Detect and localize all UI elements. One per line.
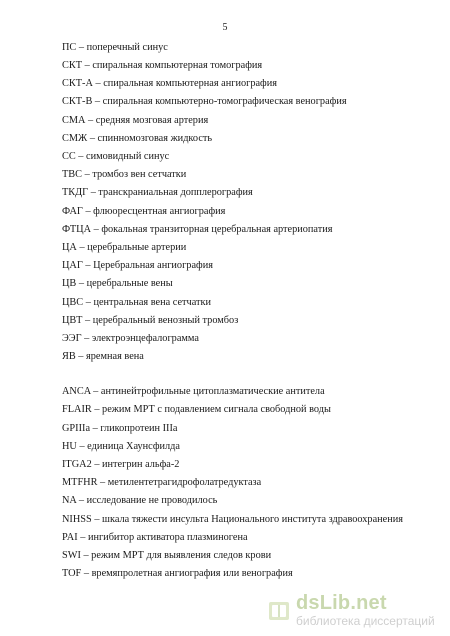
book-icon <box>266 598 292 624</box>
abbreviation-item: PAI – ингибитор активатора плазминогена <box>62 532 248 543</box>
watermark[interactable] <box>266 592 436 632</box>
abbreviation-item: ЭЭГ – электроэнцефалограмма <box>62 333 199 344</box>
abbreviation-item: СМЖ – спинномозговая жидкость <box>62 133 213 144</box>
abbreviation-item: GPIIIa – гликопротеин IIIa <box>62 423 178 434</box>
abbreviation-item: ТВС – тромбоз вен сетчатки <box>62 169 187 180</box>
page-number: 5 <box>222 22 228 33</box>
abbreviation-item: ЦВС – центральная вена сетчатки <box>62 297 212 308</box>
abbreviation-item: ПС – поперечный синус <box>62 42 168 53</box>
watermark-subtitle: библиотека диссертаций <box>296 614 435 628</box>
abbreviation-item: SWI – режим МРТ для выявления следов крови <box>62 550 272 561</box>
abbreviation-item: HU – единица Хаунсфилда <box>62 441 180 452</box>
abbreviation-item: ФАГ – флюоресцентная ангиография <box>62 206 226 217</box>
abbreviation-item: СКТ-В – спиральная компьютерно-томографическая венография <box>62 96 347 107</box>
watermark-brand: dsLib.net <box>296 592 387 614</box>
abbreviation-item: TOF – времяпролетная ангиография или венография <box>62 568 293 579</box>
abbreviation-item: NA – исследование не проводилось <box>62 495 218 506</box>
abbreviation-item: NIHSS – шкала тяжести инсульта Национального института здравоохранения <box>62 514 403 525</box>
abbreviation-item: ЦА – церебральные артерии <box>62 242 187 253</box>
abbreviation-item: ANCA – антинейтрофильные цитоплазматические антитела <box>62 386 325 397</box>
abbreviation-item: ЦВТ – церебральный венозный тромбоз <box>62 315 239 326</box>
abbreviation-item: СКТ-А – спиральная компьютерная ангиография <box>62 78 277 89</box>
abbreviation-item: ITGA2 – интегрин альфа-2 <box>62 459 180 470</box>
abbreviation-item: СКТ – спиральная компьютерная томография <box>62 60 263 71</box>
abbreviation-item: MTFHR – метилентетрагидрофолатредуктаза <box>62 477 262 488</box>
abbreviation-item: ТКДГ – транскраниальная допплерография <box>62 187 253 198</box>
abbreviation-item: СС – симовидный синус <box>62 151 170 162</box>
abbreviation-item: СМА – средняя мозговая артерия <box>62 115 209 126</box>
abbreviation-item: FLAIR – режим МРТ с подавлением сигнала свободной воды <box>62 404 331 415</box>
abbreviation-item: ЦВ – церебральные вены <box>62 278 173 289</box>
abbreviation-item: ЯВ – яремная вена <box>62 351 144 362</box>
abbreviation-item: ЦАГ – Церебральная ангиография <box>62 260 213 271</box>
abbreviation-item: ФТЦА – фокальная транзиторная церебральная артериопатия <box>62 224 333 235</box>
